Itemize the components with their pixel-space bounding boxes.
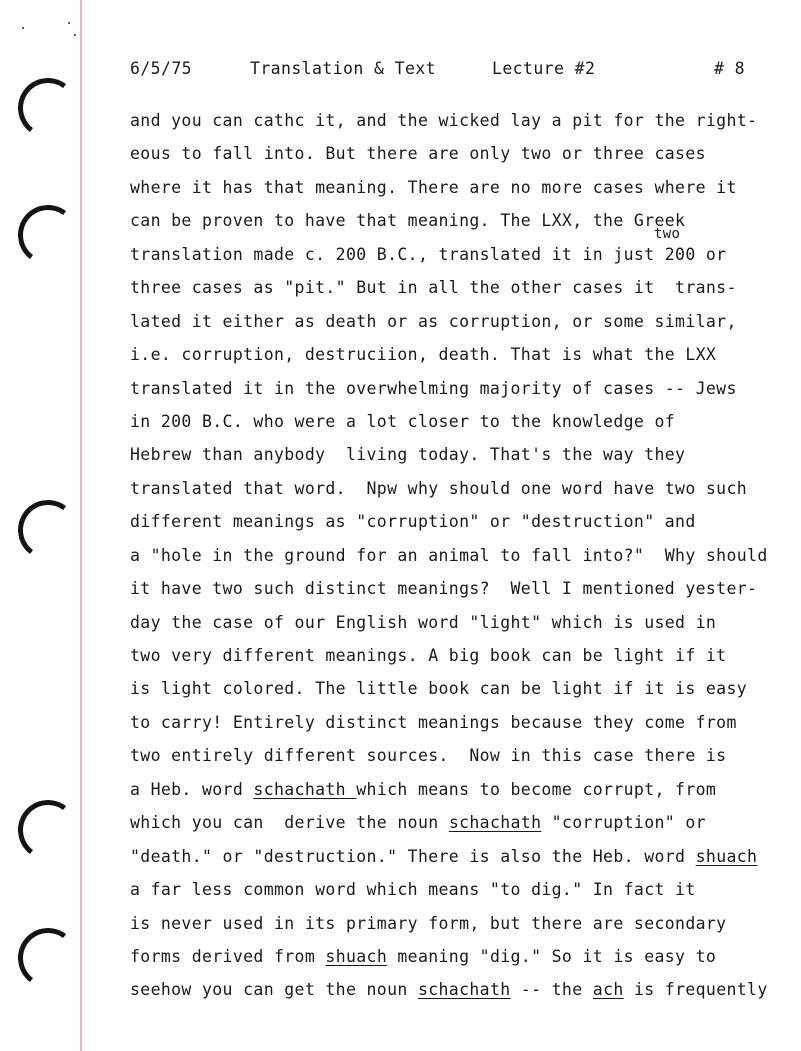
text-segment: in 200 B.C. who were a lot closer to the knowledge of <box>130 411 676 431</box>
text-segment: day the case of our English word "light" which is used in <box>130 612 717 632</box>
text-line <box>130 107 770 140</box>
punch-hole-2 <box>14 201 82 269</box>
ink-speck <box>74 34 76 36</box>
text-line <box>130 174 770 207</box>
text-segment: is light colored. The little book can be light if it is easy <box>130 679 748 699</box>
text-line <box>130 843 770 876</box>
text-segment: can be proven to have that meaning. The LXX, the Greek <box>130 211 686 231</box>
text-segment: eous to fall into. But there are only two or three cases <box>130 144 706 164</box>
text-segment: i.e. corruption, destruciion, death. That is what the LXX <box>130 345 717 365</box>
text-segment: "death." or "destruction." There is also the Heb. word <box>130 846 696 866</box>
text-segment: different meanings as "corruption" or "destruction" and <box>130 512 696 532</box>
text-segment: "corruption" or <box>541 813 706 833</box>
text-line <box>130 475 770 508</box>
text-line <box>130 976 770 1009</box>
text-line <box>130 575 770 608</box>
header-page-number: # 8 <box>714 59 746 78</box>
lecture-transcript-body <box>130 107 770 1010</box>
text-line <box>130 341 770 374</box>
punch-hole-5 <box>14 924 82 992</box>
text-segment: it have two such distinct meanings? Well I mentioned yester- <box>130 579 758 599</box>
text-line <box>130 943 770 976</box>
text-segment: is frequently <box>623 980 768 1000</box>
text-segment: which you can derive the noun <box>130 813 449 833</box>
header-lecture-number: Lecture #2 <box>492 59 596 78</box>
underlined-hebrew-word: schachath <box>448 813 542 833</box>
text-segment: and you can cathc it, and the wicked lay a pit for the right- <box>130 111 758 130</box>
page-header <box>130 59 750 81</box>
text-line <box>130 542 770 575</box>
text-line <box>130 441 770 474</box>
text-segment: seehow you can get the noun <box>130 980 418 1000</box>
text-line <box>130 642 770 675</box>
underlined-hebrew-word: ach <box>592 980 624 1000</box>
underlined-hebrew-word: shuach <box>325 946 388 966</box>
text-line <box>130 408 770 441</box>
text-segment: translation made c. 200 B.C., translated it in just 200 or <box>130 244 727 264</box>
text-line <box>130 225 770 274</box>
punch-hole-3 <box>14 496 82 564</box>
text-segment: a far less common word which means "to dig." In fact it <box>130 880 696 900</box>
text-segment: forms derived from <box>130 946 326 966</box>
text-segment: to carry! Entirely distinct meanings because they come from <box>130 712 737 732</box>
text-segment: two very different meanings. A big book can be light if it <box>130 646 727 665</box>
text-line <box>130 876 770 909</box>
underlined-hebrew-word: schachath <box>417 980 511 1000</box>
text-line <box>130 910 770 943</box>
text-segment: Hebrew than anybody living today. That's the way they <box>130 445 686 465</box>
header-course-title: Translation & Text <box>250 59 437 78</box>
text-line <box>130 809 770 842</box>
text-segment: a Heb. word <box>130 779 254 799</box>
text-line <box>130 742 770 775</box>
text-line <box>130 675 770 708</box>
underlined-hebrew-word: shuach <box>695 846 758 866</box>
text-segment: which means to become corrupt, from <box>356 779 717 799</box>
text-segment: lated it either as death or as corruption, or some similar, <box>130 311 737 331</box>
text-segment: meaning "dig." So it is easy to <box>387 946 717 966</box>
punch-hole-1 <box>14 74 82 142</box>
text-line <box>130 308 770 341</box>
text-line <box>130 709 770 742</box>
header-date: 6/5/75 <box>130 59 193 78</box>
ink-speck <box>22 27 24 29</box>
text-segment: is never used in its primary form, but there are secondary <box>130 913 727 933</box>
text-segment: -- the <box>510 980 593 1000</box>
text-segment: where it has that meaning. There are no more cases where it <box>130 177 737 197</box>
text-segment: translated it in the overwhelming majority of cases -- Jews <box>130 378 737 398</box>
text-segment: translated that word. Npw why should one word have two such <box>130 478 748 498</box>
text-line <box>130 776 770 809</box>
text-segment: three cases as "pit." But in all the other cases it trans- <box>130 278 737 298</box>
text-line <box>130 508 770 541</box>
underlined-hebrew-word: schachath <box>253 779 357 799</box>
text-line <box>130 140 770 173</box>
text-line <box>130 375 770 408</box>
punch-hole-4 <box>14 796 82 864</box>
margin-rule <box>80 0 82 1051</box>
text-line <box>130 609 770 642</box>
text-line <box>130 274 770 307</box>
handwritten-insertion: two <box>654 225 681 242</box>
text-segment: a "hole in the ground for an animal to fall into?" Why should <box>130 545 768 565</box>
ink-speck <box>68 22 70 24</box>
text-segment: two entirely different sources. Now in this case there is <box>130 746 727 766</box>
